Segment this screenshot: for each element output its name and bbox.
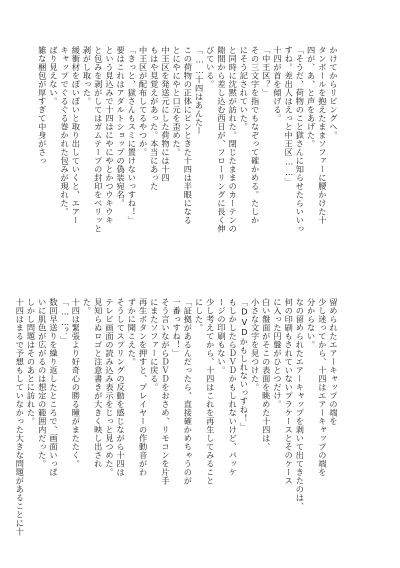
- text-line: すね。差出人はえっと中王区……」: [284, 46, 295, 186]
- text-line: 何の印刷もされていないプラケースとそのケース: [284, 298, 295, 485]
- text-line: そう言いながらＤＶＤをおさめ、リモコンを片手: [160, 298, 171, 485]
- text-line: 隙間から差し込む西日が、フローリングに長く伸: [216, 46, 227, 233]
- text-line: その三文字を指でもなぞって確かめる。たしか: [250, 46, 261, 225]
- text-line: 雑な梱包が厚すぎて中身がさっ: [37, 46, 48, 165]
- text-line: 中王区が配布してるやつか。: [138, 46, 149, 157]
- text-line: いに肌色が広がるのは想定の範囲内だった。: [37, 298, 48, 468]
- text-line: 中王区を発送元にした荷物には十四: [160, 46, 171, 182]
- text-line: 「証拠があるんだったら、直接確かめちゃうのが: [183, 298, 194, 485]
- text-line: 十四が首を傾げる。: [272, 46, 283, 123]
- text-line: 一番っすね！」: [172, 298, 183, 358]
- text-line: ージの印刷もない。: [216, 298, 227, 375]
- text-line: にそう記されていた。: [239, 46, 250, 131]
- text-line: しかし問題はそのあとに訪れた。: [26, 298, 37, 426]
- text-line: 十四はまるで予想もしていなかった大きな問題があることに十: [15, 298, 26, 536]
- text-line: にまたソファーに戻る。: [149, 298, 160, 392]
- text-line: キャップでぐるぐる巻かれた包みが現れた。: [60, 46, 71, 216]
- text-line: 「……十四はあんたー: [194, 46, 205, 135]
- text-line: かけてからリビングへ。: [329, 46, 339, 140]
- text-line: テレビ画面の読み込み表示をじっと見つめた。: [104, 298, 115, 477]
- text-line: た。: [82, 298, 93, 315]
- text-line: 白い盤面がそこの表面を眺めた十四は、: [261, 298, 272, 451]
- text-line: 少し迷ってから、十四はエアーキャップの端を: [317, 298, 328, 477]
- lower-text-block: [15, 298, 339, 536]
- text-line: とにやにやと口元を歪めた。: [172, 46, 183, 157]
- text-line: と包みを剥がしてはガムテープの封印をベリッと: [93, 46, 104, 233]
- text-line: ばり見えない。: [48, 46, 59, 106]
- text-line: 「DVDかもしれないっすね！」: [239, 298, 250, 431]
- text-line: びている。: [205, 46, 216, 89]
- text-line: 四が、あ、と声をあげた。: [306, 46, 317, 148]
- text-line: 少し考えてから、十四はこれを再生してみること: [205, 298, 216, 485]
- text-line: という見込みで十四はにやにやとかつウキウキ: [104, 46, 115, 225]
- text-line: と同時に沈黙が訪れた。閉じたままのカーテンの: [228, 46, 239, 233]
- text-line: 小さな文字を見つけた。: [250, 298, 261, 392]
- text-line: なの留められたエアーキャップを剥いて出てきたのは、: [295, 298, 306, 511]
- text-line: 「そうだ、荷物のこと獄さんに知らせたらいいっ: [295, 46, 306, 233]
- text-line: に入った円盤がひとつだけ。: [272, 298, 283, 409]
- text-line: にした。: [194, 298, 205, 332]
- upper-text-block: [37, 46, 339, 280]
- text-line: タンボールを抱えたままソファーに腰かけた十: [317, 46, 328, 225]
- text-line: 留められたエアーキャップの端を: [329, 298, 339, 426]
- text-line: 緩衝材をぽいぽいと取り出していくと、エアー: [71, 46, 82, 225]
- text-line: 剥がし取った。: [82, 46, 93, 106]
- text-line: そうしてスプリングの反動を感じながら十四は: [116, 298, 127, 477]
- text-line: 分からない。: [306, 298, 317, 349]
- text-line: この荷物の正体にピンときた十四は半眼になる: [183, 46, 194, 225]
- text-line: 数回早送りを繰り返したところで、画面いっぱ: [48, 298, 59, 477]
- text-line: もはや見覚えがあった。本当にあった: [149, 46, 160, 191]
- text-line: 再生ボタンを押すと、プレイヤーの作動音がわ: [138, 298, 149, 477]
- text-line: もしかしたらＤＶＤかもしれないけど、パッケ: [228, 298, 239, 477]
- text-line: 要はこれはアダルトショップの偽装宛名。: [116, 46, 127, 208]
- text-line: 「きっと、獄さんもスミに置けないっすね！」: [127, 46, 138, 225]
- text-line: ずかに聞こえた。: [127, 298, 138, 366]
- text-line: 「……？」: [60, 298, 71, 345]
- text-line: 「中王区？」: [261, 46, 272, 97]
- text-line: 十四は緊張より好奇心の勝る瞳がまたたく。: [71, 298, 82, 468]
- text-line: 見知らぬロゴと注意書きが大きく映し出され: [93, 298, 104, 468]
